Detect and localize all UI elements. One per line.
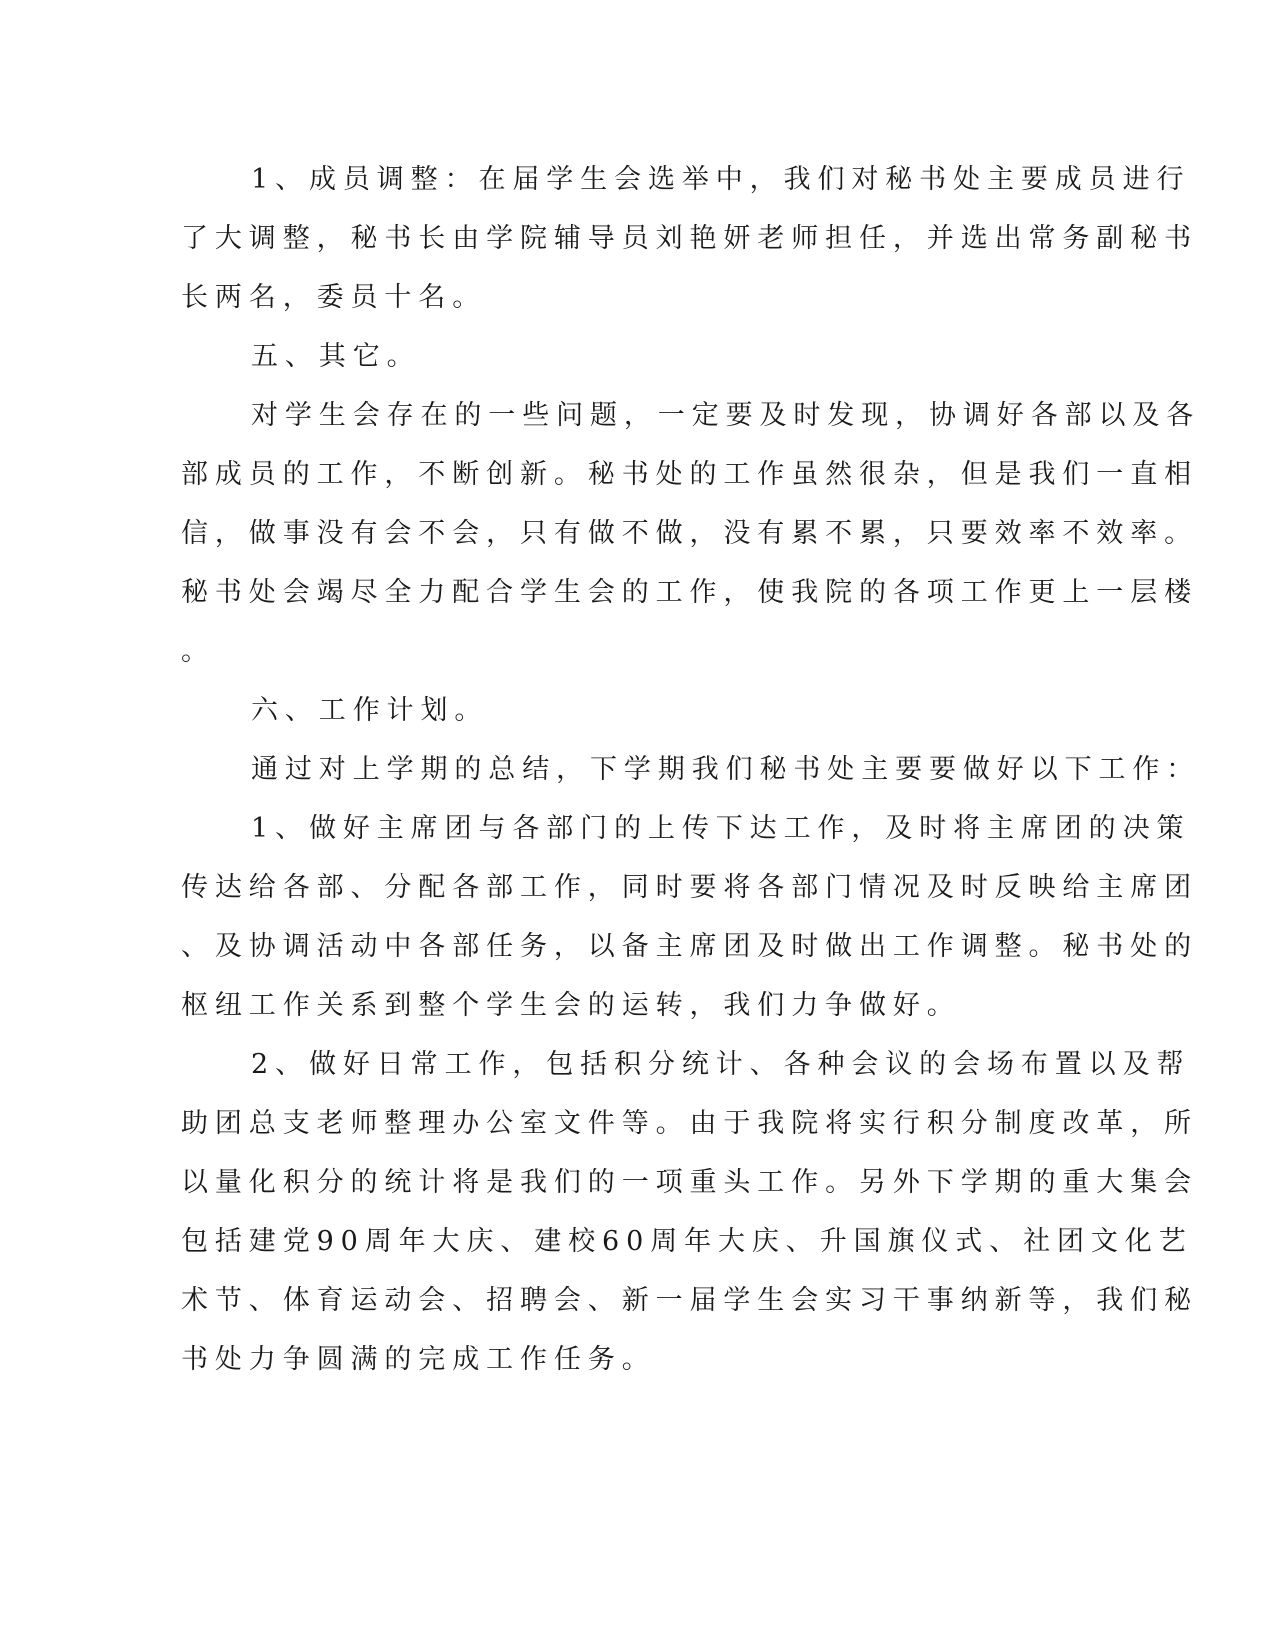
- text-line: 。: [181, 636, 215, 667]
- text-line: 传达给各部、分配各部工作，同时要将各部门情况及时反映给主席团: [181, 872, 1198, 903]
- text-line: 通过对上学期的总结，下学期我们秘书处主要要做好以下工作：: [251, 754, 1201, 785]
- text-line: 枢纽工作关系到整个学生会的运转，我们力争做好。: [181, 990, 961, 1021]
- text-line: 书处力争圆满的完成工作任务。: [181, 1344, 656, 1375]
- text-line: 了大调整，秘书长由学院辅导员刘艳妍老师担任，并选出常务副秘书: [181, 223, 1198, 254]
- text-line: 包括建党90周年大庆、建校60周年大庆、升国旗仪式、社团文化艺: [181, 1226, 1193, 1257]
- text-line: 术节、体育运动会、招聘会、新一届学生会实习干事纳新等，我们秘: [181, 1285, 1198, 1316]
- text-line: 秘书处会竭尽全力配合学生会的工作，使我院的各项工作更上一层楼: [181, 577, 1198, 608]
- text-line: 长两名，委员十名。: [181, 282, 487, 313]
- text-line: 以量化积分的统计将是我们的一项重头工作。另外下学期的重大集会: [181, 1167, 1198, 1198]
- text-line: 、及协调活动中各部任务，以备主席团及时做出工作调整。秘书处的: [181, 931, 1198, 962]
- text-line: 1、做好主席团与各部门的上传下达工作，及时将主席团的决策: [251, 813, 1191, 844]
- section-heading: 五、其它。: [251, 341, 421, 372]
- section-heading: 六、工作计划。: [251, 695, 489, 726]
- text-line: 1、成员调整：在届学生会选举中，我们对秘书处主要成员进行: [251, 164, 1191, 195]
- text-line: 助团总支老师整理办公室文件等。由于我院将实行积分制度改革，所: [181, 1108, 1198, 1139]
- text-line: 2、做好日常工作，包括积分统计、各种会议的会场布置以及帮: [251, 1049, 1191, 1080]
- text-line: 部成员的工作，不断创新。秘书处的工作虽然很杂，但是我们一直相: [181, 459, 1198, 490]
- text-line: 信，做事没有会不会，只有做不做，没有累不累，只要效率不效率。: [181, 518, 1198, 549]
- text-line: 对学生会存在的一些问题，一定要及时发现，协调好各部以及各: [251, 400, 1201, 431]
